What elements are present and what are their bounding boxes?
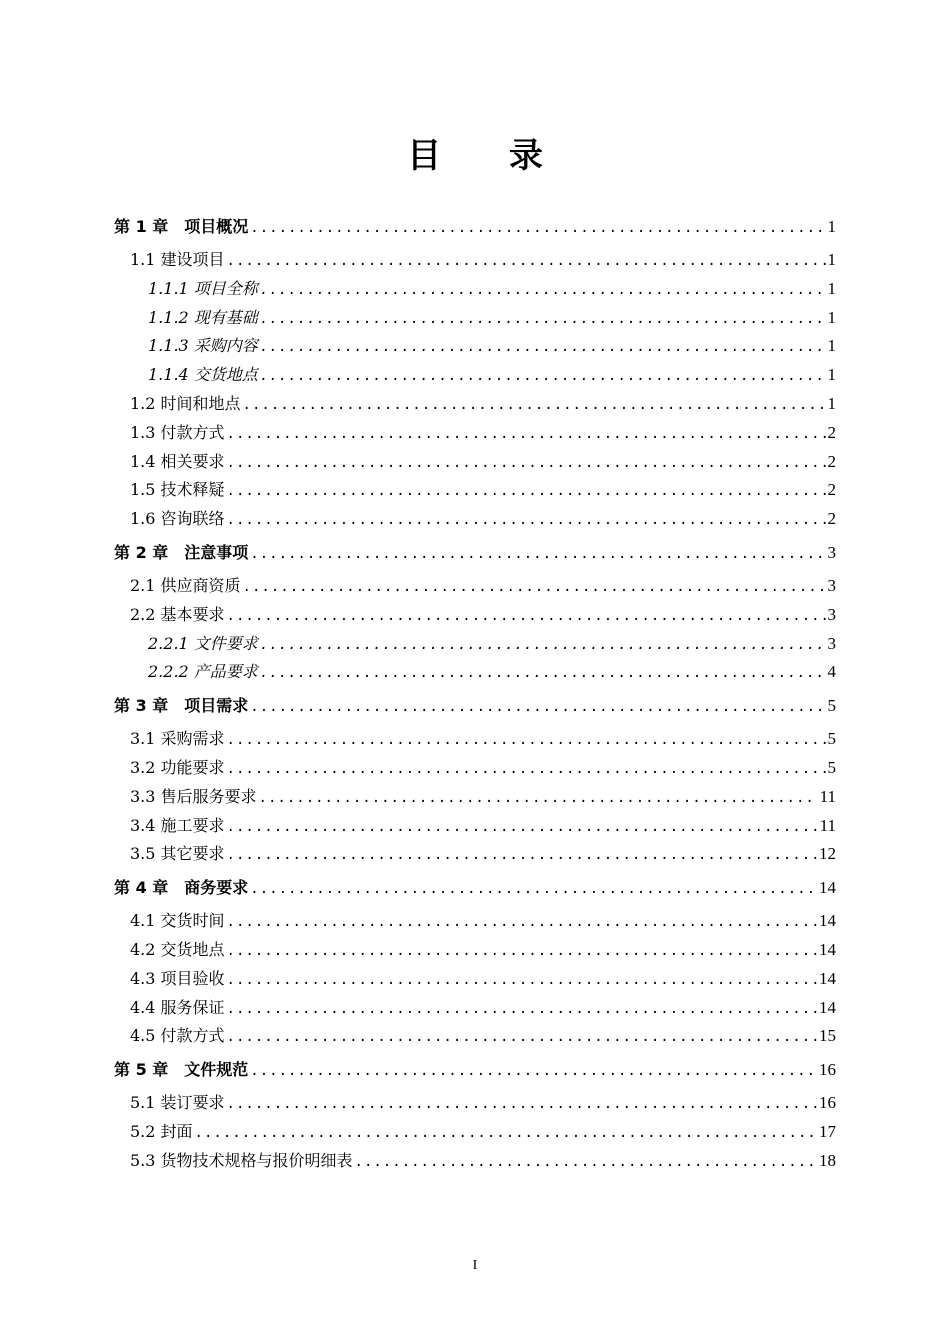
toc-subsection-entry[interactable] [114,658,836,687]
toc-entry-page: 14 [819,911,836,931]
toc-chapter-entry[interactable] [114,1051,836,1089]
toc-entry-page: 3 [827,633,836,653]
toc-entry-title: 3.2 功能要求 [130,757,225,777]
toc-section-entry[interactable] [114,1089,836,1118]
toc-section-entry[interactable] [114,390,836,419]
page-number: I [472,1258,478,1273]
toc-dot-leader [227,726,826,755]
toc-chapter-entry[interactable] [114,687,836,725]
toc-dot-leader [243,391,826,420]
toc-dot-leader [227,449,826,478]
toc-entry-title: 2.2.1 文件要求 [148,633,258,653]
toc-dot-leader [250,535,825,573]
toc-entry-title: 1.5 技术释疑 [130,480,225,500]
toc-dot-leader [227,247,826,276]
toc-section-entry[interactable] [114,754,836,783]
toc-entry-page: 2 [827,480,836,500]
toc-entry-page: 1 [827,278,836,298]
document-title: 目 录 [407,136,571,176]
toc-section-entry[interactable] [114,476,836,505]
toc-dot-leader [250,688,825,726]
toc-entry-page: 5 [827,729,836,749]
toc-entry-title: 1.1.3 采购内容 [148,336,258,356]
toc-dot-leader [227,813,818,842]
toc-dot-leader [260,333,826,362]
toc-entry-page: 1 [827,393,836,413]
toc-dot-leader [260,276,826,305]
toc-subsection-entry[interactable] [114,630,836,659]
toc-dot-leader [243,573,826,602]
toc-section-entry[interactable] [114,448,836,477]
toc-entry-title: 5.1 装订要求 [130,1093,225,1113]
toc-entry-title: 1.4 相关要求 [130,451,225,471]
toc-entry-page: 14 [819,997,836,1017]
toc-section-entry[interactable] [114,936,836,965]
toc-dot-leader [195,1119,817,1148]
toc-dot-leader [260,631,826,660]
toc-entry-title: 1.3 付款方式 [130,422,225,442]
toc-entry-page: 5 [827,696,836,716]
toc-entry-title: 1.1.1 项目全称 [148,278,258,298]
toc-entry-title: 2.1 供应商资质 [130,575,241,595]
toc-entry-title: 第 1 章 项目概况 [114,217,249,236]
toc-dot-leader [227,477,826,506]
toc-entry-title: 第 5 章 文件规范 [114,1060,249,1080]
toc-dot-leader [227,602,826,631]
toc-entry-page: 1 [827,307,836,327]
toc-entry-page: 11 [819,815,836,835]
toc-section-entry[interactable] [114,246,836,275]
toc-entry-title: 3.5 其它要求 [130,844,225,864]
toc-entry-page: 3 [827,604,836,624]
toc-entry-title: 3.1 采购需求 [130,729,225,749]
toc-dot-leader [260,362,826,391]
toc-entry-page: 2 [827,509,836,529]
toc-entry-title: 4.5 付款方式 [130,1026,225,1046]
toc-subsection-entry[interactable] [114,332,836,361]
toc-dot-leader [227,1090,817,1119]
toc-subsection-entry[interactable] [114,304,836,333]
toc-section-entry[interactable] [114,1022,836,1051]
toc-chapter-entry[interactable] [114,869,836,907]
toc-section-entry[interactable] [114,840,836,869]
toc-chapter-entry[interactable] [114,208,836,246]
toc-entry-title: 1.6 咨询联络 [130,509,225,529]
toc-entry-page: 11 [819,786,836,806]
toc-entry-page: 5 [827,757,836,777]
toc-entry-page: 18 [819,1150,836,1170]
toc-dot-leader [227,937,817,966]
toc-entry-page: 14 [819,939,836,959]
toc-subsection-entry[interactable] [114,361,836,390]
toc-dot-leader [227,420,826,449]
toc-entry-title: 5.3 货物技术规格与报价明细表 [130,1150,353,1170]
toc-entry-page: 2 [827,451,836,471]
toc-dot-leader [227,908,817,937]
toc-entry-page: 14 [819,968,836,988]
toc-entry-title: 3.4 施工要求 [130,815,225,835]
toc-entry-page: 4 [827,662,836,682]
toc-entry-page: 15 [819,1026,836,1046]
toc-entry-page: 1 [827,250,836,269]
toc-section-entry[interactable] [114,1118,836,1147]
toc-section-entry[interactable] [114,994,836,1023]
toc-entry-title: 1.1.4 交货地点 [148,365,258,385]
toc-subsection-entry[interactable] [114,275,836,304]
toc-entry-title: 3.3 售后服务要求 [130,786,257,806]
toc-entry-title: 4.1 交货时间 [130,911,225,931]
toc-entry-title: 1.1 建设项目 [130,250,225,269]
toc-section-entry[interactable] [114,572,836,601]
toc-entry-title: 4.2 交货地点 [130,939,225,959]
toc-entry-page: 3 [827,542,836,562]
toc-dot-leader [227,1023,817,1052]
toc-section-entry[interactable] [114,601,836,630]
toc-entry-page: 14 [819,878,836,898]
toc-section-entry[interactable] [114,505,836,534]
toc-entry-title: 第 2 章 注意事项 [114,542,249,562]
toc-section-entry[interactable] [114,419,836,448]
toc-dot-leader [227,755,826,784]
toc-entry-title: 第 3 章 项目需求 [114,696,249,716]
toc-dot-leader [227,841,817,870]
toc-dot-leader [259,784,818,813]
toc-entry-page: 16 [819,1060,836,1080]
toc-entry-title: 4.3 项目验收 [130,968,225,988]
toc-section-entry[interactable] [114,783,836,812]
toc-entry-page: 1 [827,365,836,385]
toc-entry-page: 1 [827,217,836,236]
toc-entry-title: 1.1.2 现有基础 [148,307,258,327]
toc-section-entry[interactable] [114,1147,836,1176]
toc-dot-leader [227,995,817,1024]
toc-section-entry[interactable] [114,907,836,936]
toc-entry-title: 1.2 时间和地点 [130,393,241,413]
toc-section-entry[interactable] [114,965,836,994]
toc-entry-page: 2 [827,422,836,442]
toc-section-entry[interactable] [114,725,836,754]
toc-dot-leader [250,870,817,908]
toc-entry-page: 17 [819,1121,836,1141]
toc-entry-page: 1 [827,336,836,356]
toc-chapter-entry[interactable] [114,534,836,572]
toc-entry-page: 16 [819,1093,836,1113]
toc-entry-title: 4.4 服务保证 [130,997,225,1017]
toc-entry-title: 2.2 基本要求 [130,604,225,624]
toc-dot-leader [260,305,826,334]
toc-section-entry[interactable] [114,812,836,841]
toc-entry-title: 第 4 章 商务要求 [114,878,249,898]
toc-dot-leader [355,1148,817,1177]
toc-entry-title: 2.2.2 产品要求 [148,662,258,682]
table-of-contents [114,208,836,1176]
toc-dot-leader [227,966,817,995]
toc-dot-leader [260,659,826,688]
toc-entry-page: 3 [827,575,836,595]
toc-dot-leader [250,209,825,247]
toc-dot-leader [227,506,826,535]
toc-entry-page: 12 [819,844,836,864]
toc-dot-leader [250,1052,817,1090]
toc-entry-title: 5.2 封面 [130,1121,193,1141]
